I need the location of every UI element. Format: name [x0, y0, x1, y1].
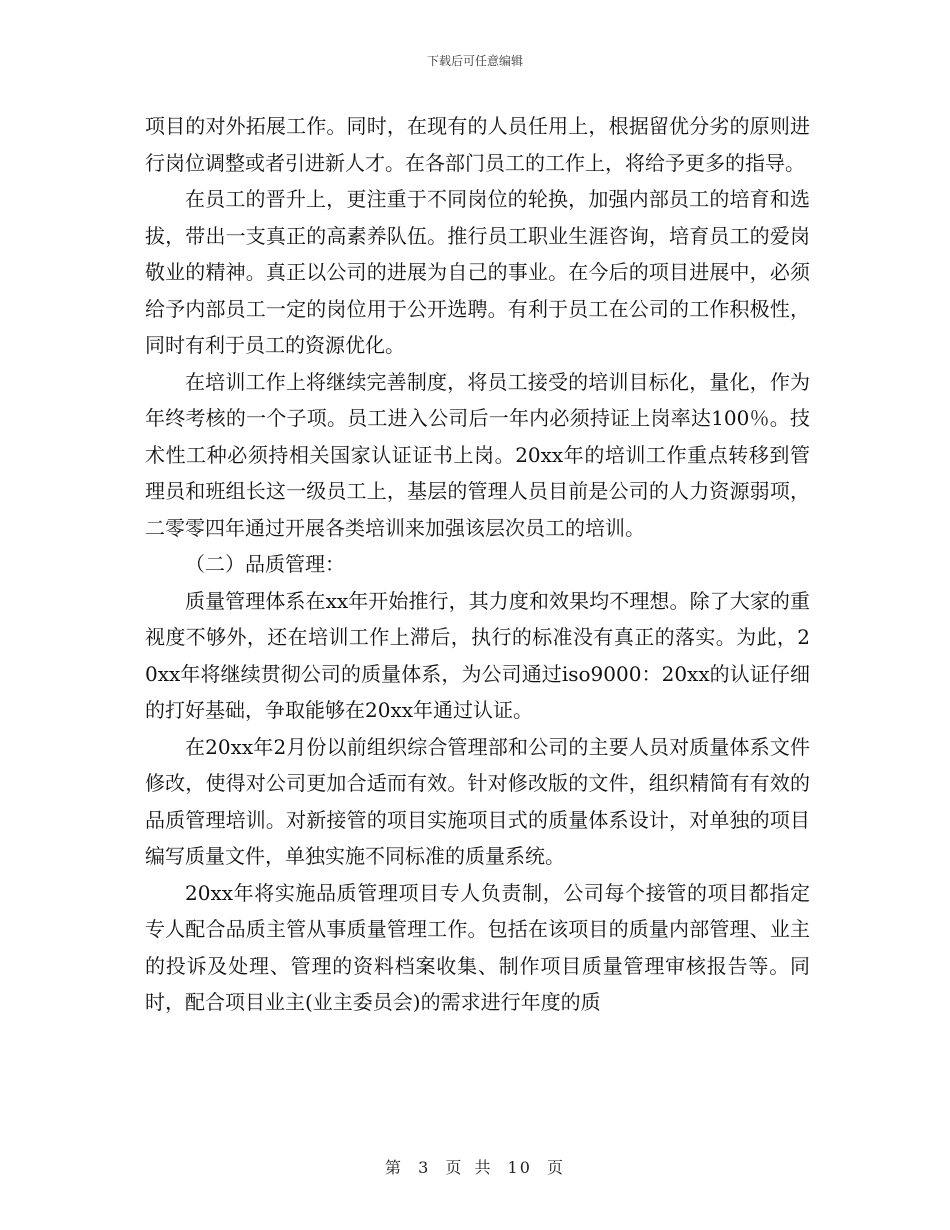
paragraph: 在培训工作上将继续完善制度，将员工接受的培训目标化，量化，作为年终考核的一个子项。员工进入公司后一年内必须持证上岗率达100％。技术性工种必须持相关国家认证证书上岗。20xx年的培训工作重点转移到管理员和班组长这一级员工上，基层的管理人员目前是公司的人力资源弱项，二零零四年通过开展各类培训来加强该层次员工的培训。: [145, 369, 810, 540]
footer-prefix: 第: [384, 1158, 403, 1177]
paragraph: 项目的对外拓展工作。同时，在现有的人员任用上，根据留优分劣的原则进行岗位调整或者引进新人才。在各部门员工的工作上，将给予更多的指导。: [145, 114, 810, 175]
paragraph: 在员工的晋升上，更注重于不同岗位的轮换，加强内部员工的培育和选拔，带出一支真正的高素养队伍。推行员工职业生涯咨询，培育员工的爱岗敬业的精神。真正以公司的进展为自己的事业。在今后的项目进展中，必须给予内部员工一定的岗位用于公开选聘。有利于员工在公司的工作积极性，同时有利于员工的资源优化。: [145, 187, 810, 357]
section-heading: （二）品质管理：: [185, 552, 345, 576]
footer-middle: 页 共: [445, 1158, 493, 1177]
header-note: 下载后可任意编辑: [426, 54, 523, 68]
paragraph: 20xx年将实施品质管理项目专人负责制，公司每个接管的项目都指定专人配合品质主管从事质量管理工作。包括在该项目的质量内部管理、业主的投诉及处理、管理的资料档案收集、制作项目质量管理审核报告等。同时，配合项目业主(业主委员会)的需求进行年度的质: [145, 880, 810, 1014]
current-page-number: 3: [418, 1158, 431, 1177]
paragraph: 质量管理体系在xx年开始推行，其力度和效果均不理想。除了大家的重视度不够外，还在培训工作上滞后，执行的标准没有真正的落实。为此，20xx年将继续贯彻公司的质量体系，为公司通过iso9000：20xx的认证仔细的打好基础，争取能够在20xx年通过认证。: [145, 588, 810, 722]
document-body: [145, 108, 810, 1021]
footer-suffix: 页: [547, 1158, 566, 1177]
paragraph: 在20xx年2月份以前组织综合管理部和公司的主要人员对质量体系文件修改，使得对公司更加合适而有效。针对修改版的文件，组织精简有有效的品质管理培训。对新接管的项目实施项目式的质量体系设计，对单独的项目编写质量文件，单独实施不同标准的质量系统。: [145, 734, 810, 868]
total-pages-number: 10: [507, 1158, 532, 1177]
page-footer: [0, 1155, 950, 1178]
